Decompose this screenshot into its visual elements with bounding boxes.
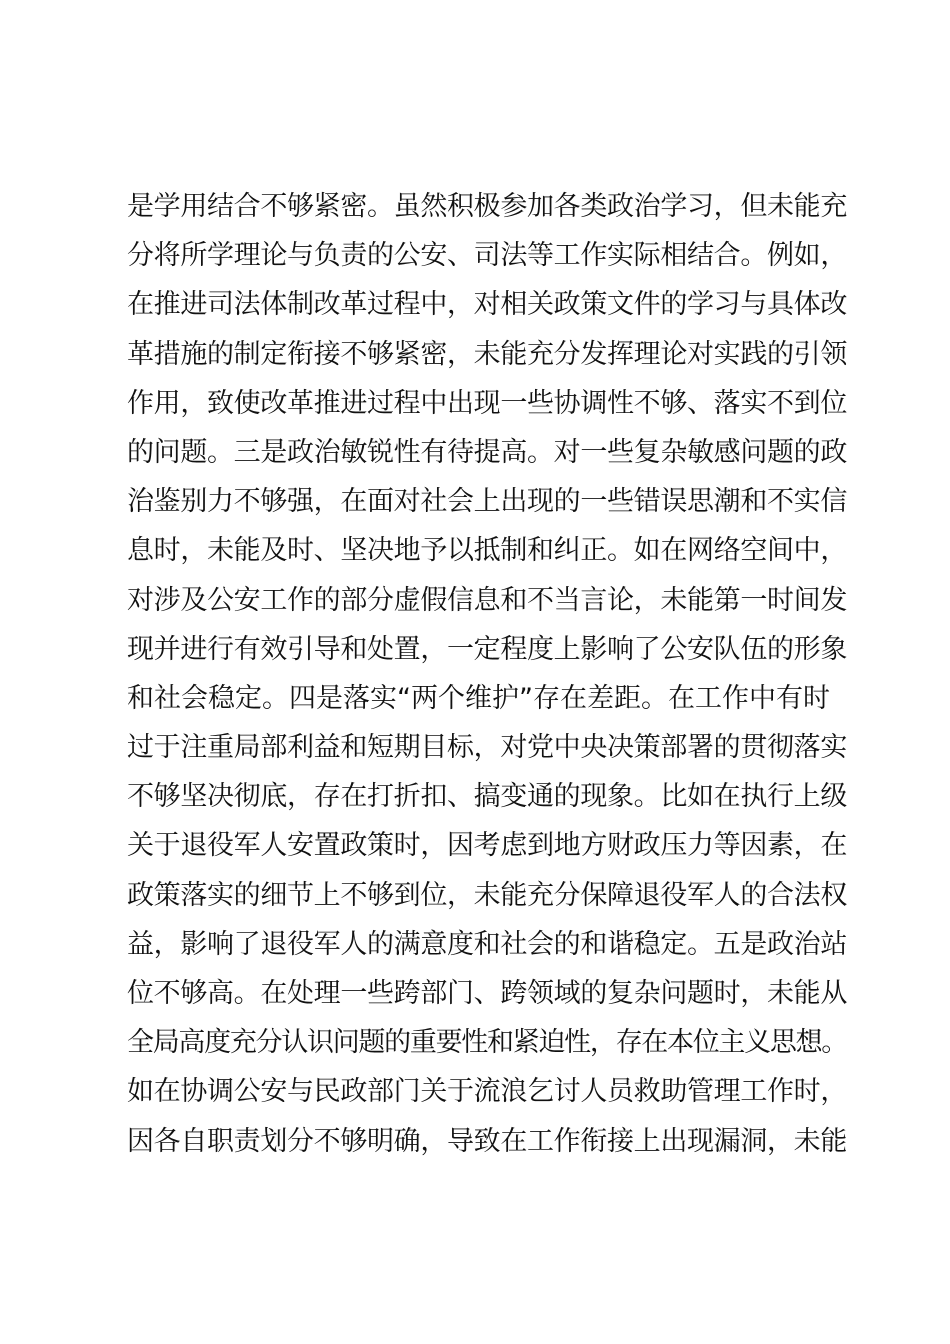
text-line-20: 因各自职责划分不够明确，导致在工作衔接上出现漏洞，未能 (127, 1125, 847, 1157)
text-line-2: 分将所学理论与负责的公安、司法等工作实际相结合。例如， (127, 240, 847, 272)
text-line-5: 作用，致使改革推进过程中出现一些协调性不够、落实不到位 (127, 387, 847, 419)
text-line-17: 位不够高。在处理一些跨部门、跨领域的复杂问题时，未能从 (127, 978, 847, 1009)
text-line-1: 是学用结合不够紧密。虽然积极参加各类政治学习，但未能充 (127, 191, 847, 222)
text-line-16: 益，影响了退役军人的满意度和社会的和谐稳定。五是政治站 (127, 928, 847, 960)
text-line-11: 和社会稳定。四是落实“两个维护”存在差距。在工作中有时 (127, 682, 830, 714)
text-line-6: 的问题。三是政治敏锐性有待提高。对一些复杂敏感问题的政 (127, 436, 847, 468)
text-line-12: 过于注重局部利益和短期目标，对党中央决策部署的贯彻落实 (127, 732, 847, 764)
text-line-9: 对涉及公安工作的部分虚假信息和不当言论，未能第一时间发 (127, 584, 847, 616)
text-line-13: 不够坚决彻底，存在打折扣、搞变通的现象。比如在执行上级 (127, 781, 847, 813)
text-line-14: 关于退役军人安置政策时，因考虑到地方财政压力等因素，在 (127, 830, 847, 862)
text-line-8: 息时，未能及时、坚决地予以抵制和纠正。如在网络空间中， (127, 535, 847, 567)
text-line-10: 现并进行有效引导和处置，一定程度上影响了公安队伍的形象 (127, 633, 847, 665)
text-line-7: 治鉴别力不够强，在面对社会上出现的一些错误思潮和不实信 (127, 486, 847, 518)
text-line-18: 全局高度充分认识问题的重要性和紧迫性，存在本位主义思想。 (127, 1027, 847, 1059)
text-line-3: 在推进司法体制改革过程中，对相关政策文件的学习与具体改 (127, 289, 847, 321)
body-text (127, 182, 847, 1166)
text-line-15: 政策落实的细节上不够到位，未能充分保障退役军人的合法权 (127, 879, 847, 911)
text-line-19: 如在协调公安与民政部门关于流浪乞讨人员救助管理工作时， (127, 1076, 847, 1108)
text-line-4: 革措施的制定衔接不够紧密，未能充分发挥理论对实践的引领 (127, 338, 847, 370)
